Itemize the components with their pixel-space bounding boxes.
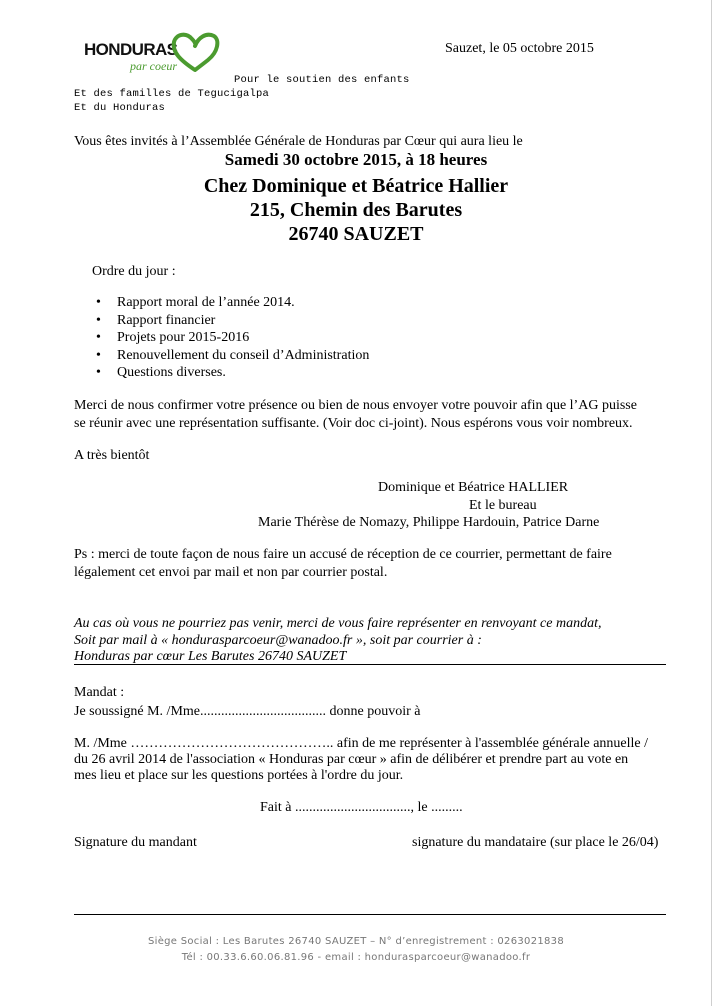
mandate-title: Mandat : — [74, 685, 125, 700]
bullet: • — [96, 312, 101, 328]
closing: A très bientôt — [74, 448, 150, 463]
confirm-line-2: se réunir avec une représentation suffisante. (Voir doc ci-joint). Nous espérons vous voir nombreux. — [74, 416, 633, 431]
list-item: • Projets pour 2015-2016 — [96, 330, 250, 345]
signature-bureau: Et le bureau — [469, 498, 537, 513]
footer-line-1: Siège Social : Les Barutes 26740 SAUZET – N° d’enregistrement : 0263021838 — [147, 936, 565, 947]
heart-icon — [170, 30, 220, 74]
logo-main-text: HONDURAS — [84, 40, 178, 59]
confirm-line-1: Merci de nous confirmer votre présence ou bien de nous envoyer votre pouvoir afin que l’AG puisse — [74, 398, 637, 413]
event-city: 26740 SAUZET — [288, 223, 424, 245]
footer-divider — [74, 914, 666, 915]
mandate-note-line-3: Honduras par cœur Les Barutes 26740 SAUZET — [74, 649, 347, 664]
mandate-line-2: M. /Mme …………………………………….. afin de me représenter à l'assemblée générale annuelle / — [74, 736, 649, 751]
event-date: Samedi 30 octobre 2015, à 18 heures — [224, 150, 488, 169]
list-item: • Renouvellement du conseil d’Administration — [96, 347, 370, 363]
bullet: • — [96, 347, 101, 363]
bullet: • — [96, 365, 101, 380]
mandate-fait: Fait à ................................., le ......... — [260, 800, 463, 815]
signature-mandant: Signature du mandant — [74, 835, 197, 850]
mandate-line-4: mes lieu et place sur les questions portées à l'ordre du jour. — [74, 768, 404, 783]
signature-mandataire: signature du mandataire (sur place le 26/04) — [412, 835, 659, 850]
agenda-list — [96, 294, 370, 382]
logo-sub-text: par coeur — [130, 59, 177, 73]
bullet: • — [96, 330, 101, 345]
tagline-line-3: Et du Honduras — [74, 102, 166, 114]
divider — [74, 664, 666, 665]
signature-names: Dominique et Béatrice HALLIER — [378, 480, 569, 495]
place-date: Sauzet, le 05 octobre 2015 — [445, 41, 594, 56]
event-street: 215, Chemin des Barutes — [249, 199, 463, 221]
mandate-note-line-1: Au cas où vous ne pourriez pas venir, merci de vous faire représenter en renvoyant ce mandat, — [74, 616, 602, 631]
footer-line-2: Tél : 00.33.6.60.06.81.96 - email : hondurasparcoeur@wanadoo.fr — [181, 952, 531, 963]
bullet: • — [96, 295, 101, 310]
logo — [80, 30, 220, 78]
event-host: Chez Dominique et Béatrice Hallier — [203, 175, 509, 197]
invitation-intro: Vous êtes invités à l’Assemblée Générale de Honduras par Cœur qui aura lieu le — [74, 134, 523, 149]
ps-line-2: légalement cet envoi par mail et non par courrier postal. — [74, 565, 388, 580]
mandate-line-1: Je soussigné M. /Mme.................................... donne pouvoir à — [74, 704, 421, 719]
list-item: • Rapport financier — [96, 312, 216, 328]
list-item: • Questions diverses. — [96, 365, 226, 380]
tagline-line-1: Pour le soutien des enfants — [234, 74, 410, 86]
tagline-line-2: Et des familles de Tegucigalpa — [74, 88, 270, 100]
mandate-note-line-2: Soit par mail à « hondurasparcoeur@wanadoo.fr », soit par courrier à : — [74, 633, 482, 648]
agenda-title: Ordre du jour : — [92, 264, 176, 279]
signature-members: Marie Thérèse de Nomazy, Philippe Hardouin, Patrice Darne — [258, 515, 600, 530]
mandate-line-3: du 26 avril 2014 de l'association « Honduras par cœur » afin de délibérer et prendre part au vote en — [74, 752, 629, 767]
ps-line-1: Ps : merci de toute façon de nous faire un accusé de réception de ce courrier, permettant de faire — [74, 547, 612, 562]
list-item: • Rapport moral de l’année 2014. — [96, 295, 295, 310]
